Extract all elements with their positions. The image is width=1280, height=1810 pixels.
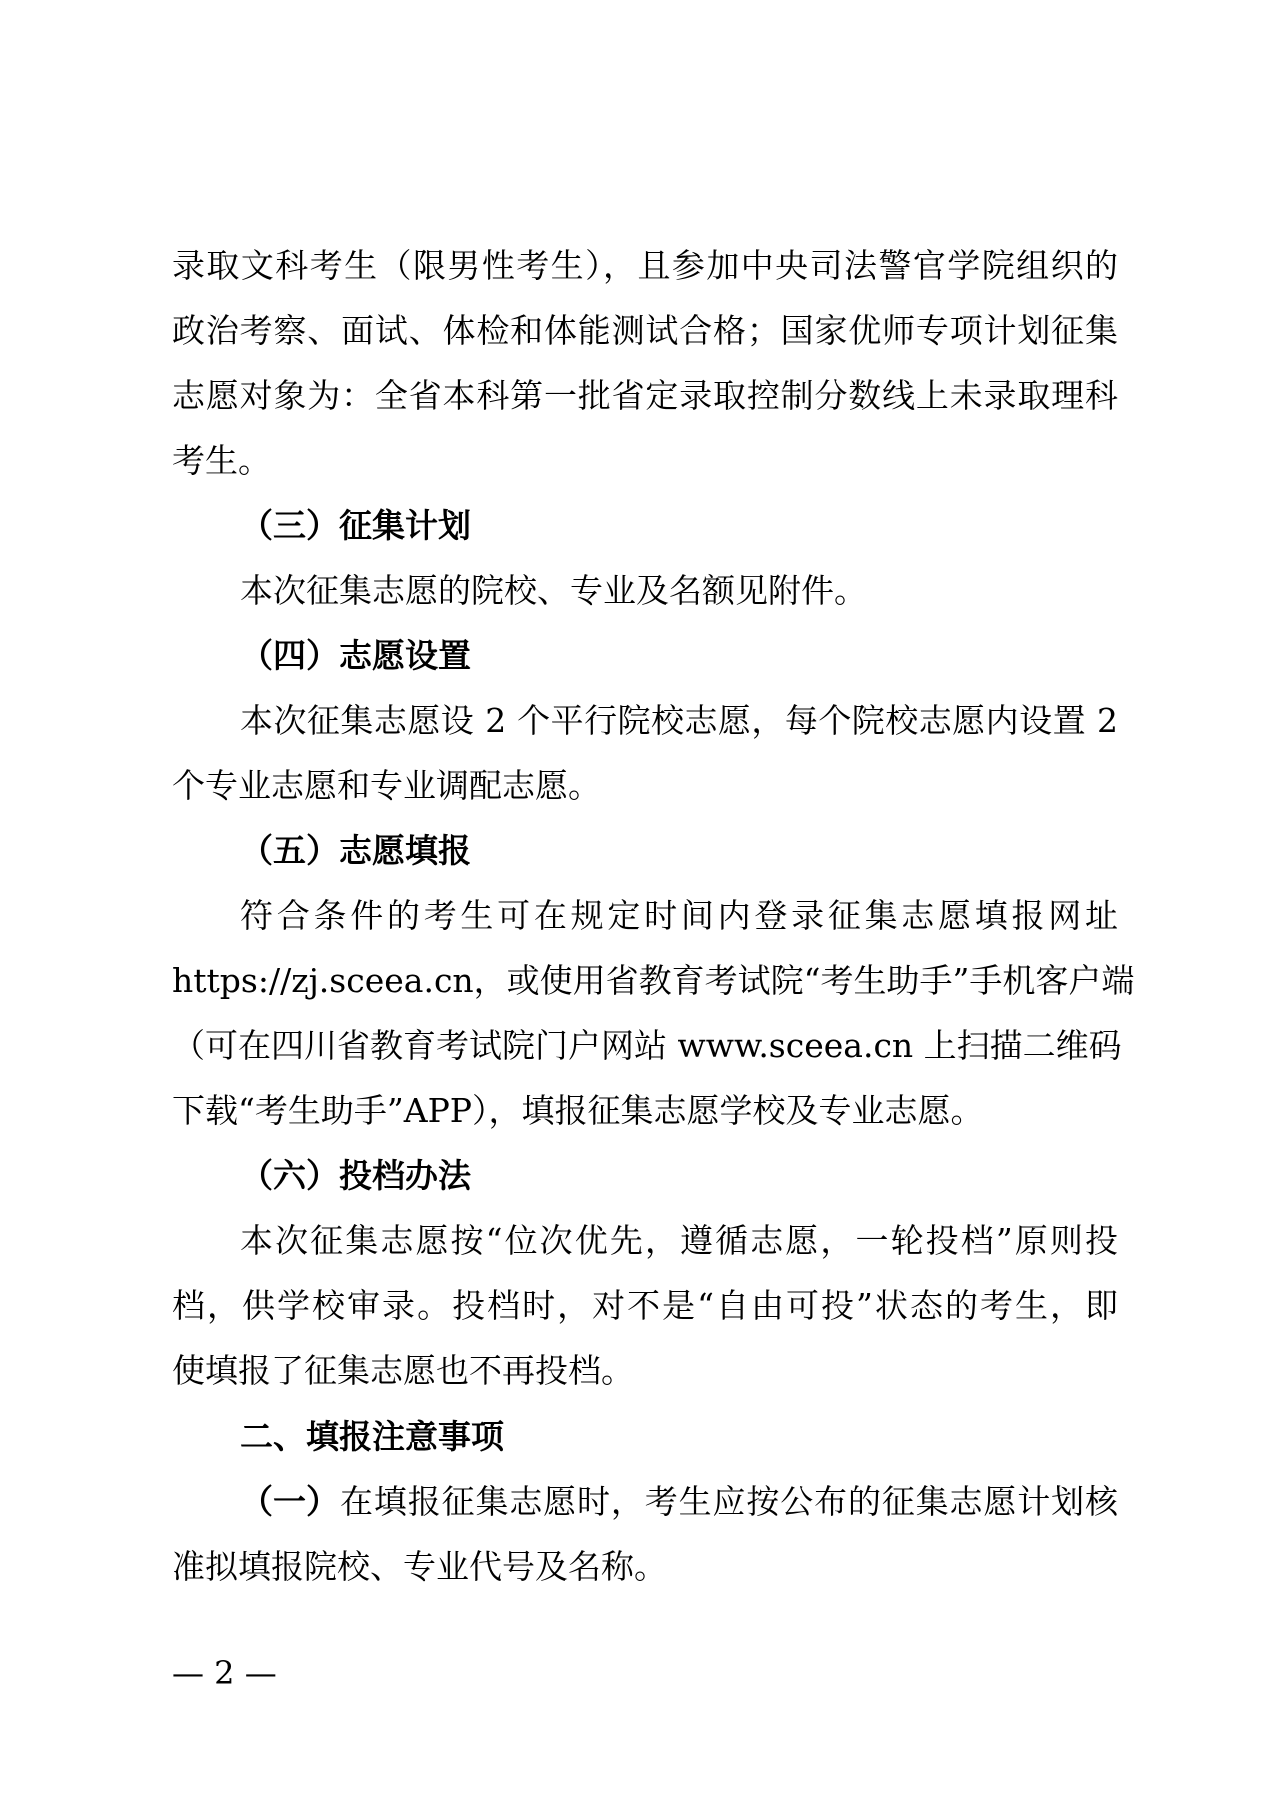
body-line: 准拟填报院校、专业代号及名称。 xyxy=(172,1547,667,1586)
section-heading-3: （三）征集计划 xyxy=(240,506,471,545)
body-line: 个专业志愿和专业调配志愿。 xyxy=(172,766,601,805)
section-heading-2: 二、填报注意事项 xyxy=(240,1417,504,1456)
body-line: （可在四川省教育考试院门户网站 www.sceea.cn 上扫描二维码 xyxy=(172,1026,1122,1065)
body-line: 志愿对象为：全省本科第一批省定录取控制分数线上未录取理科 xyxy=(172,376,1118,415)
body-line: 在填报征集志愿时，考生应按公布的征集志愿计划核 xyxy=(340,1482,1118,1521)
body-line: 考生。 xyxy=(172,441,271,480)
body-line: 录取文科考生（限男性考生），且参加中央司法警官学院组织的 xyxy=(172,246,1118,285)
body-line: 符合条件的考生可在规定时间内登录征集志愿填报网址 xyxy=(240,896,1118,935)
section-heading-6: （六）投档办法 xyxy=(240,1156,471,1195)
section-heading-5: （五）志愿填报 xyxy=(240,831,471,870)
body-line: 档，供学校审录。投档时，对不是“自由可投”状态的考生，即 xyxy=(172,1286,1118,1325)
section-heading-4: （四）志愿设置 xyxy=(240,636,471,675)
body-line: 下载“考生助手”APP），填报征集志愿学校及专业志愿。 xyxy=(172,1091,984,1130)
page-number: — 2 — xyxy=(172,1654,277,1692)
body-line: 本次征集志愿的院校、专业及名额见附件。 xyxy=(240,571,867,610)
body-line: https://zj.sceea.cn，或使用省教育考试院“考生助手”手机客户端 xyxy=(172,961,1135,1000)
body-line: 本次征集志愿按“位次优先，遵循志愿，一轮投档”原则投 xyxy=(240,1221,1118,1260)
body-line: 政治考察、面试、体检和体能测试合格；国家优师专项计划征集 xyxy=(172,311,1118,350)
body-line: 使填报了征集志愿也不再投档。 xyxy=(172,1351,634,1390)
body-line: 本次征集志愿设 2 个平行院校志愿，每个院校志愿内设置 2 xyxy=(240,701,1118,740)
item-lead: （一） xyxy=(240,1482,339,1521)
